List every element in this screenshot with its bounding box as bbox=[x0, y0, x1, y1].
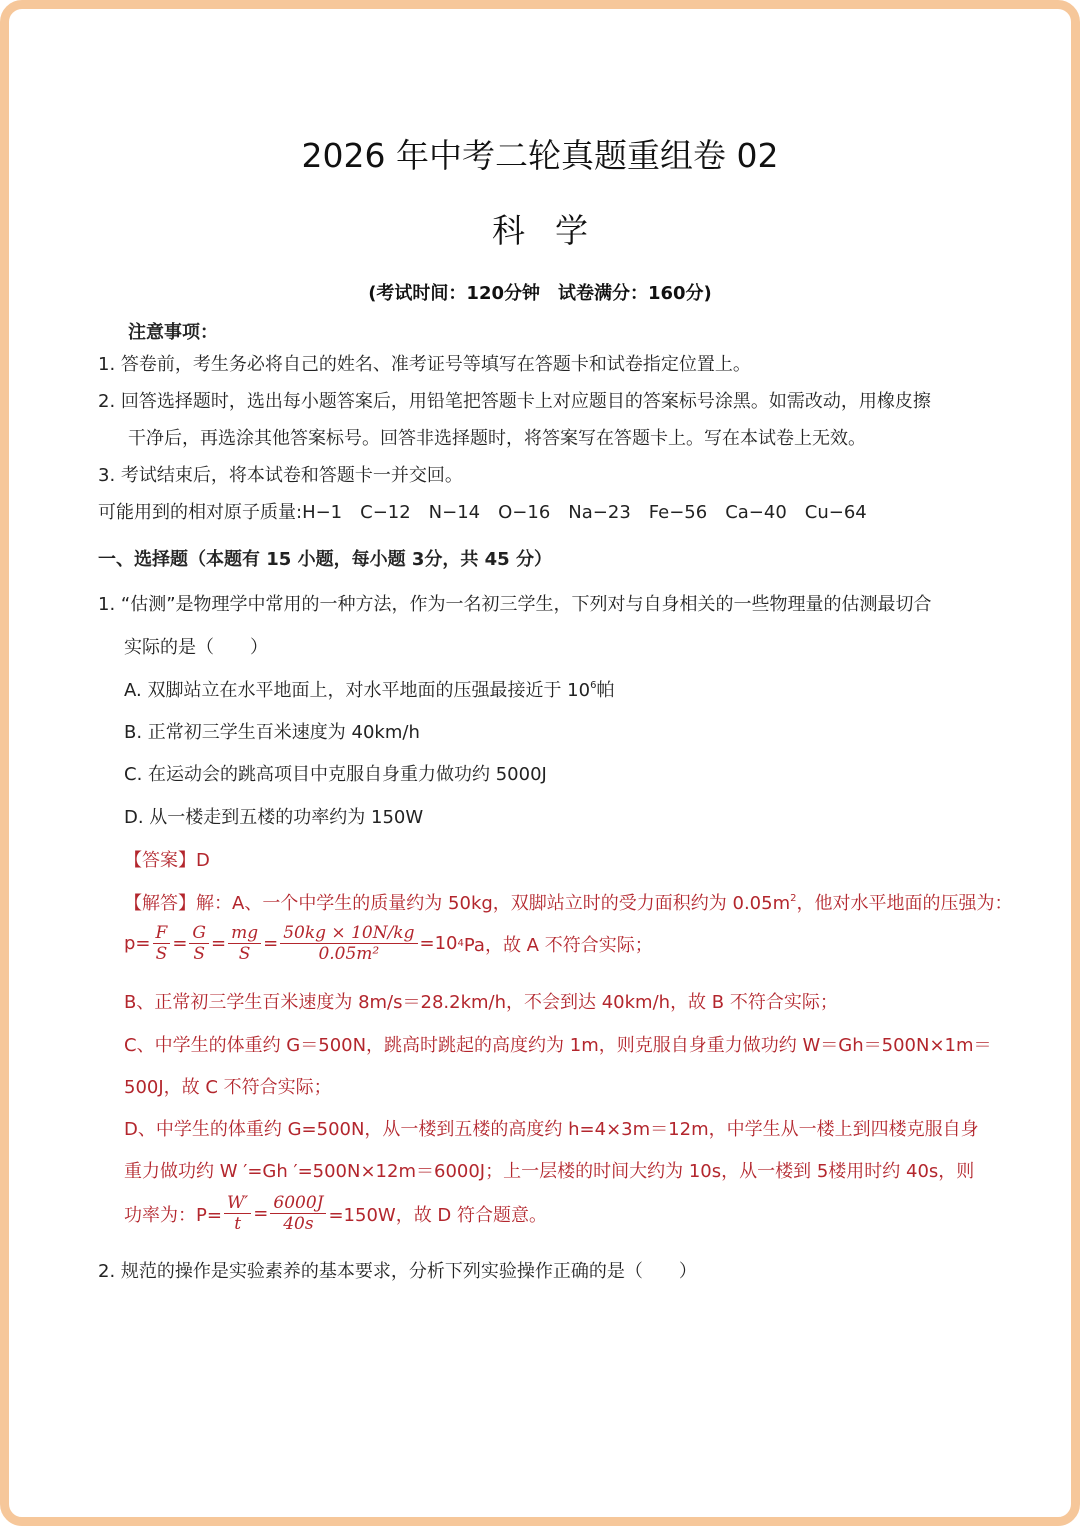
notice-heading: 注意事项： bbox=[128, 322, 218, 343]
q1-option-d: D. 从一楼走到五楼的功率约为 150W bbox=[124, 807, 424, 828]
q1-stem-line1: 1. “估测”是物理学中常用的一种方法，作为一名初三学生，下列对与自身相关的一些物理量的估测最切合 bbox=[98, 594, 932, 615]
q1-answer: 【答案】D bbox=[124, 850, 210, 871]
notice-item-2-cont: 干净后，再选涂其他答案标号。回答非选择题时，将答案写在答题卡上。写在本试卷上无效。 bbox=[128, 428, 866, 449]
atomic-masses: 可能用到的相对原子质量:H−1 C−12 N−14 O−16 Na−23 Fe−56 Ca−40 Cu−64 bbox=[98, 502, 867, 523]
notice-item-1: 1. 答卷前，考生务必将自己的姓名、准考证号等填写在答题卡和试卷指定位置上。 bbox=[98, 354, 751, 375]
section-heading: 一、选择题（本题有 15 小题，每小题 3分，共 45 分） bbox=[98, 549, 552, 570]
subject-title: 科学 bbox=[492, 211, 618, 250]
notice-item-3: 3. 考试结束后，将本试卷和答题卡一并交回。 bbox=[98, 465, 463, 486]
pressure-formula: p= $\frac{F}{S}$ = $\frac{G}{S}$ = $\frac{mg}{S}$ = $\frac{50kg \times 10N/kg}{\text{0.05m²}}$ =10 4 Pa，故 A 不符合实际； bbox=[124, 923, 653, 964]
q1-option-a: A. 双脚站立在水平地面上，对水平地面的压强最接近于 $10^6$帕 bbox=[124, 680, 615, 701]
exam-title: 2026 年中考二轮真题重组卷 02 bbox=[301, 136, 779, 175]
q1-stem-line2: 实际的是（ ） bbox=[124, 637, 268, 658]
q1-option-b: B. 正常初三学生百米速度为 40km/h bbox=[124, 722, 420, 743]
exam-info: (考试时间：120分钟 试卷满分：160分) bbox=[368, 283, 712, 304]
notice-item-2: 2. 回答选择题时，选出每小题答案后，用铅笔把答题卡上对应题目的答案标号涂黑。如需改动，用橡皮擦 bbox=[98, 391, 931, 412]
solution-line-d1: D、中学生的体重约 G=500N，从一楼到五楼的高度约 h=4×3m＝12m，中学生从一楼上到四楼克服自身 bbox=[124, 1119, 979, 1140]
power-formula: 功率为：P= $\frac{W'}{t}$ = $\frac{6000J}{40s}$ =150W，故 D 符合题意。 bbox=[124, 1193, 548, 1234]
q2-stem: 2. 规范的操作是实验素养的基本要求，分析下列实验操作正确的是（ ） bbox=[98, 1261, 697, 1282]
solution-line-b: B、正常初三学生百米速度为 8m/s＝28.2km/h，不会到达 40km/h，故 B 不符合实际； bbox=[124, 992, 838, 1013]
solution-line-c1: C、中学生的体重约 G＝500N，跳高时跳起的高度约为 1m，则克服自身重力做功约 W＝Gh＝500N×1m＝ bbox=[124, 1035, 992, 1056]
solution-line-c2: 500J，故 C 不符合实际； bbox=[124, 1077, 332, 1098]
solution-line-a: 【解答】解：A、一个中学生的质量约为 50kg，双脚站立时的受力面积约为 $0.05m^2$，他对水平地面的压强为： bbox=[124, 893, 1013, 914]
solution-line-d2: 重力做功约 W ′=Gh ′=500N×12m＝6000J；上一层楼的时间大约为 10s，从一楼到 5楼用时约 40s，则 bbox=[124, 1161, 975, 1182]
q1-option-c: C. 在运动会的跳高项目中克服自身重力做功约 5000J bbox=[124, 764, 547, 785]
